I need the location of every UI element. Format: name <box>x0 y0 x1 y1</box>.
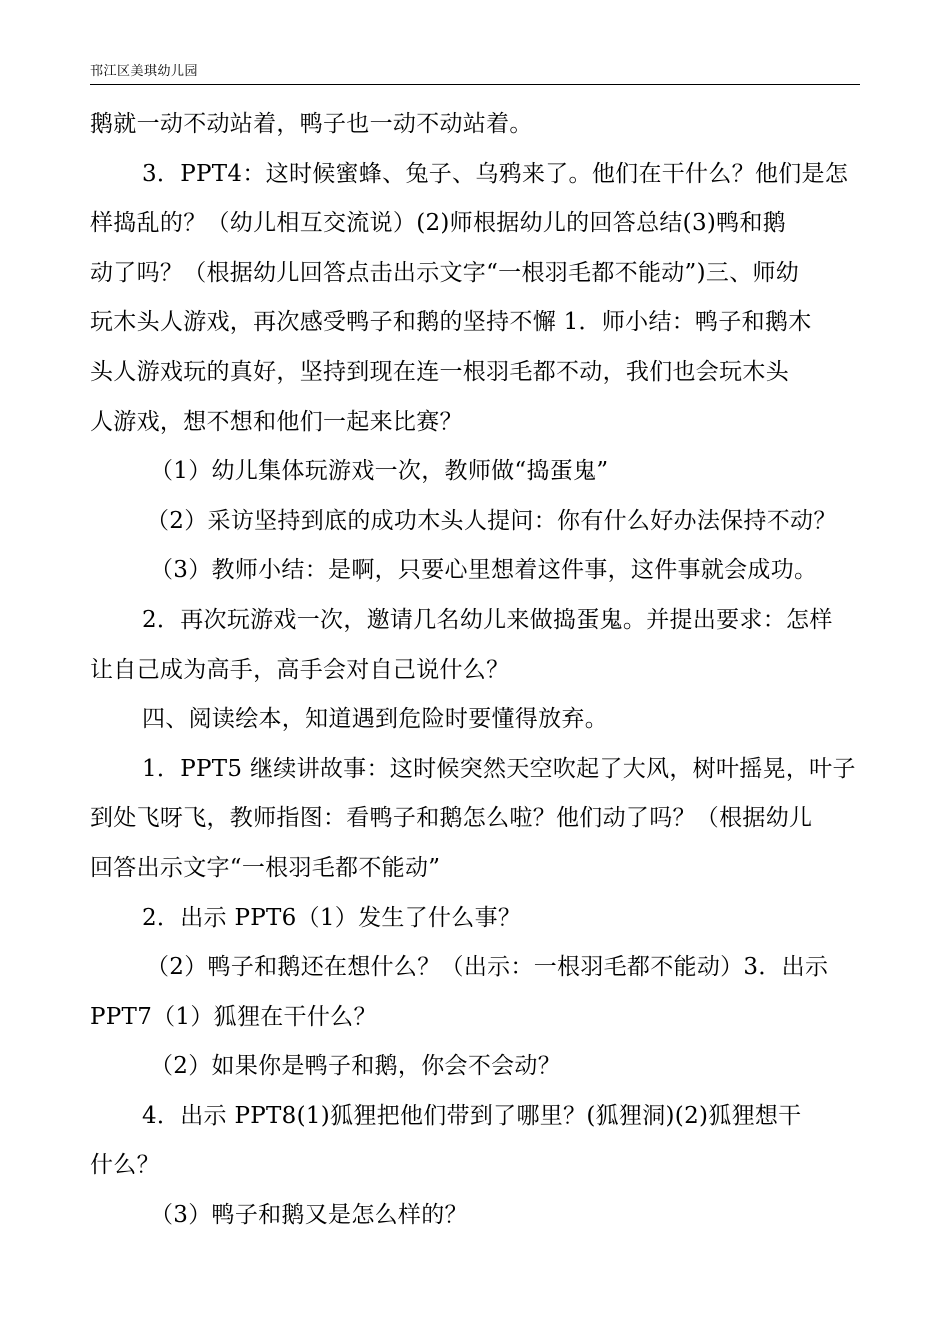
text-line: （2）采访坚持到底的成功木头人提问：你有什么好办法保持不动？ <box>146 507 837 534</box>
text-line: 让自己成为高手，高手会对自己说什么？ <box>90 656 510 683</box>
text-line: （2）鸭子和鹅还在想什么？（出示：一根羽毛都不能动）3．出示 <box>146 954 829 981</box>
text-line: （3）鸭子和鹅又是怎么样的？ <box>150 1202 468 1229</box>
page-header <box>90 62 860 85</box>
text-line: 3．PPT4：这时候蜜蜂、兔子、乌鸦来了。他们在干什么？他们是怎 <box>142 160 849 187</box>
text-line: （2）如果你是鸭子和鹅，你会不会动？ <box>150 1053 562 1080</box>
text-line: 样捣乱的？（幼儿相互交流说）(2)师根据幼儿的回答总结(3)鸭和鹅 <box>90 210 787 237</box>
text-line: 4．出示 PPT8(1)狐狸把他们带到了哪里？(狐狸洞)(2)狐狸想干 <box>142 1102 802 1129</box>
text-line: 1．PPT5 继续讲故事：这时候突然天空吹起了大风，树叶摇晃，叶子 <box>142 755 856 782</box>
text-line: PPT7（1）狐狸在干什么？ <box>90 1003 377 1030</box>
header-org-name: 邗江区美琪幼儿园 <box>90 64 199 79</box>
text-line: 四、阅读绘本，知道遇到危险时要懂得放弃。 <box>142 706 608 733</box>
text-line: 什么？ <box>90 1152 160 1179</box>
document-body <box>90 100 860 1241</box>
text-line: 鹅就一动不动站着，鸭子也一动不动站着。 <box>90 111 533 137</box>
text-line: （3）教师小结：是啊，只要心里想着这件事，这件事就会成功。 <box>150 557 818 584</box>
text-line: 2．出示 PPT6（1）发生了什么事？ <box>142 904 522 931</box>
text-line: 回答出示文字“一根羽毛都不能动” <box>90 854 441 881</box>
text-line: 到处飞呀飞，教师指图：看鸭子和鹅怎么啦？他们动了吗？（根据幼儿 <box>90 805 813 832</box>
text-line: 2．再次玩游戏一次，邀请几名幼儿来做捣蛋鬼。并提出要求：怎样 <box>142 606 833 633</box>
text-line: 头人游戏玩的真好，坚持到现在连一根羽毛都不动，我们也会玩木头 <box>90 358 789 385</box>
text-line: 人游戏，想不想和他们一起来比赛？ <box>90 408 463 435</box>
text-line: 玩木头人游戏，再次感受鸭子和鹅的坚持不懈 1．师小结：鸭子和鹅木 <box>90 309 812 336</box>
text-line: （1）幼儿集体玩游戏一次，教师做“捣蛋鬼” <box>150 458 609 485</box>
text-line: 动了吗？（根据幼儿回答点击出示文字“一根羽毛都不能动”)三、师幼 <box>90 259 800 286</box>
